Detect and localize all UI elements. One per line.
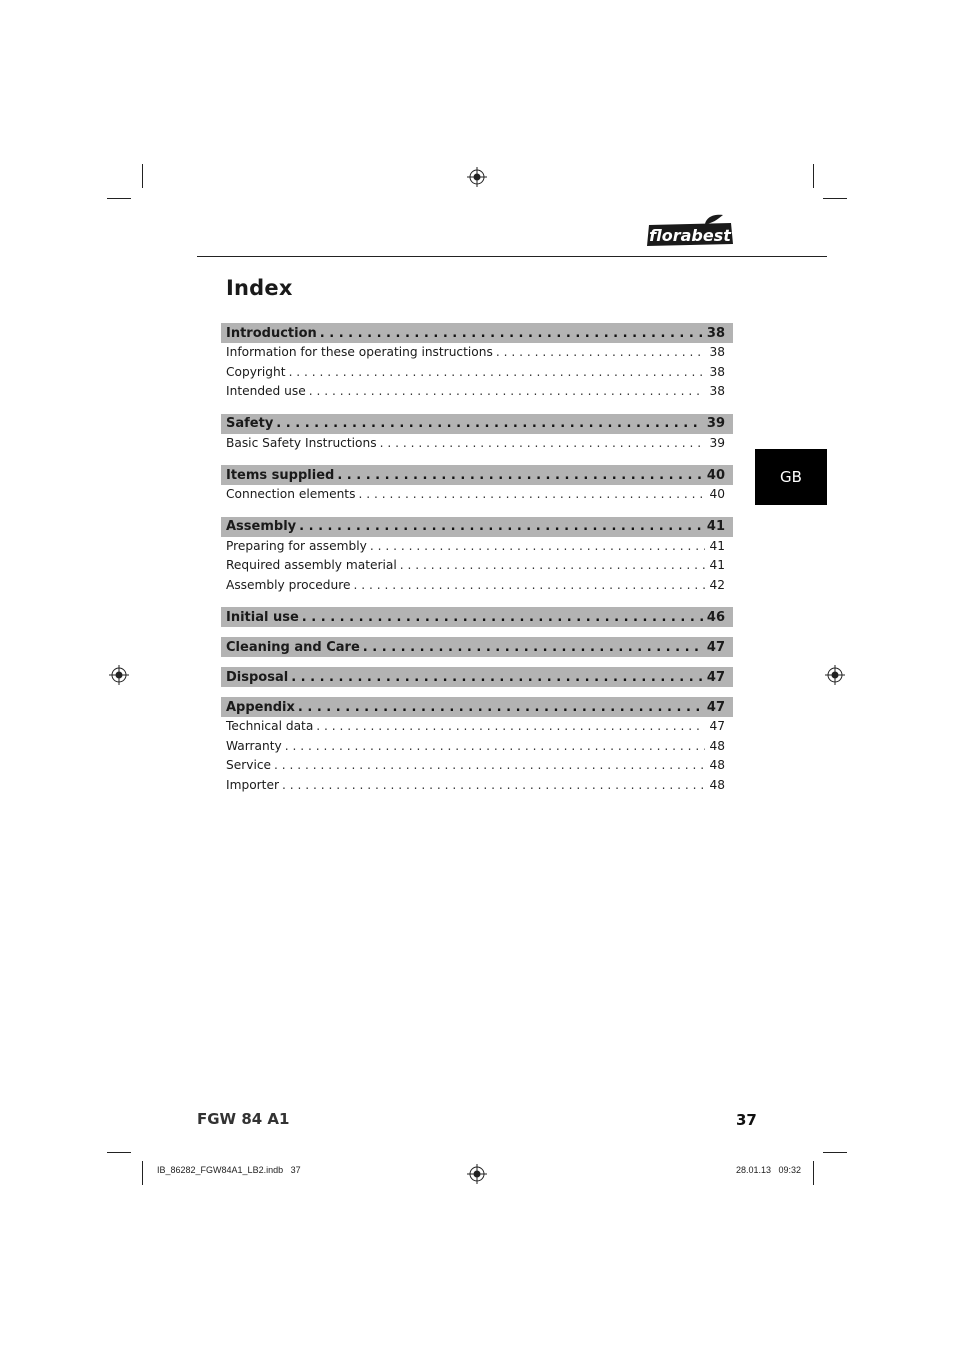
toc-entry[interactable] <box>221 578 733 598</box>
toc-leader-dots <box>276 416 703 431</box>
page-title: Index <box>226 276 293 300</box>
toc-section <box>221 465 733 507</box>
toc-section-heading[interactable] <box>221 667 733 687</box>
toc-section-page: 46 <box>706 609 725 625</box>
toc-section-heading[interactable] <box>221 697 733 717</box>
toc-entry-page: 38 <box>709 364 725 379</box>
florabest-logo <box>645 213 735 248</box>
toc-leader-dots <box>309 384 706 398</box>
crop-mark <box>142 164 143 188</box>
toc-entry-label: Copyright <box>226 364 286 379</box>
toc-entry[interactable] <box>221 384 733 404</box>
crop-mark <box>823 198 847 199</box>
toc-section-title: Items supplied <box>226 467 335 483</box>
toc-section <box>221 637 733 657</box>
toc-entry-page: 48 <box>709 758 725 772</box>
toc-leader-dots <box>298 700 703 715</box>
toc-section-page: 39 <box>706 416 725 431</box>
table-of-contents <box>221 323 733 807</box>
toc-leader-dots <box>363 640 703 655</box>
language-tab <box>755 449 827 505</box>
toc-section <box>221 517 733 598</box>
toc-entry[interactable] <box>221 558 733 578</box>
toc-entry-label: Intended use <box>226 384 306 398</box>
toc-entry-page: 47 <box>709 719 725 733</box>
toc-entry-label: Required assembly material <box>226 558 397 572</box>
toc-entry-label: Basic Safety Instructions <box>226 435 377 450</box>
toc-section-heading[interactable] <box>221 323 733 343</box>
toc-entry[interactable] <box>221 758 733 778</box>
toc-entry-page: 42 <box>709 577 725 592</box>
toc-leader-dots <box>289 365 706 379</box>
toc-section-page: 41 <box>706 519 725 534</box>
toc-entry-label: Connection elements <box>226 487 356 501</box>
toc-entry[interactable] <box>221 539 733 559</box>
registration-mark-icon <box>467 1164 487 1184</box>
toc-entry-label: Importer <box>226 777 279 792</box>
toc-leader-dots <box>299 519 703 534</box>
toc-leader-dots <box>496 345 706 359</box>
toc-entry[interactable] <box>221 365 733 385</box>
toc-section-heading[interactable] <box>221 465 733 485</box>
toc-leader-dots <box>302 610 703 625</box>
header-rule <box>197 256 827 257</box>
crop-mark <box>142 1161 143 1185</box>
toc-entry[interactable] <box>221 487 733 507</box>
toc-section-title: Disposal <box>226 669 289 685</box>
crop-mark <box>813 1161 814 1185</box>
toc-entry-page: 38 <box>709 384 725 398</box>
toc-section <box>221 697 733 797</box>
crop-mark <box>107 1152 131 1153</box>
toc-section-page: 47 <box>706 639 725 655</box>
toc-leader-dots <box>285 739 706 753</box>
toc-section-title: Initial use <box>226 609 299 625</box>
toc-entry-page: 48 <box>709 777 725 792</box>
toc-leader-dots <box>337 468 703 483</box>
toc-entry-page: 41 <box>709 538 725 553</box>
toc-section-title: Assembly <box>226 519 297 534</box>
toc-leader-dots <box>353 578 705 592</box>
language-tab-label: GB <box>780 468 802 486</box>
toc-entry[interactable] <box>221 778 733 798</box>
toc-leader-dots <box>358 487 705 501</box>
toc-entry[interactable] <box>221 345 733 365</box>
footer-model: FGW 84 A1 <box>197 1110 290 1128</box>
crop-mark <box>823 1152 847 1153</box>
toc-section-heading[interactable] <box>221 517 733 537</box>
toc-entry-label: Preparing for assembly <box>226 538 367 553</box>
toc-leader-dots <box>274 758 705 772</box>
print-slug-timestamp: 28.01.13 09:32 <box>736 1165 802 1175</box>
toc-entry[interactable] <box>221 719 733 739</box>
toc-entry-page: 48 <box>709 738 725 753</box>
toc-section-page: 47 <box>706 699 725 715</box>
registration-mark-icon <box>825 665 845 685</box>
toc-section-title: Appendix <box>226 699 295 715</box>
toc-section-heading[interactable] <box>221 414 733 434</box>
print-slug-file: IB_86282_FGW84A1_LB2.indb 37 <box>157 1165 301 1175</box>
toc-section-page: 40 <box>706 467 725 483</box>
toc-section-heading[interactable] <box>221 607 733 627</box>
toc-entry-page: 41 <box>709 558 725 572</box>
toc-entry-label: Technical data <box>226 719 314 733</box>
toc-leader-dots <box>291 670 703 685</box>
toc-leader-dots <box>380 436 706 450</box>
toc-section-title: Introduction <box>226 325 317 341</box>
footer-page-number: 37 <box>736 1111 757 1129</box>
toc-leader-dots <box>320 326 703 341</box>
registration-mark-icon <box>109 665 129 685</box>
toc-section <box>221 323 733 404</box>
toc-leader-dots <box>316 719 705 733</box>
toc-section <box>221 607 733 627</box>
toc-entry-label: Information for these operating instructions <box>226 345 493 359</box>
toc-entry-label: Warranty <box>226 738 282 753</box>
toc-section-page: 47 <box>706 669 725 685</box>
toc-leader-dots <box>370 539 706 553</box>
crop-mark <box>107 198 131 199</box>
toc-entry-page: 40 <box>709 487 725 501</box>
logo-text: florabest <box>649 226 731 245</box>
toc-entry[interactable] <box>221 739 733 759</box>
toc-entry-page: 38 <box>709 345 725 359</box>
toc-section <box>221 414 733 456</box>
registration-mark-icon <box>467 167 487 187</box>
toc-leader-dots <box>400 558 706 572</box>
toc-entry-page: 39 <box>709 435 725 450</box>
toc-section-title: Safety <box>226 416 274 431</box>
toc-section-heading[interactable] <box>221 637 733 657</box>
toc-entry[interactable] <box>221 436 733 456</box>
toc-entry-label: Assembly procedure <box>226 577 351 592</box>
toc-leader-dots <box>282 778 706 792</box>
toc-section-title: Cleaning and Care <box>226 639 360 655</box>
toc-section <box>221 667 733 687</box>
toc-entry-label: Service <box>226 758 272 772</box>
toc-section-page: 38 <box>706 325 725 341</box>
crop-mark <box>813 164 814 188</box>
